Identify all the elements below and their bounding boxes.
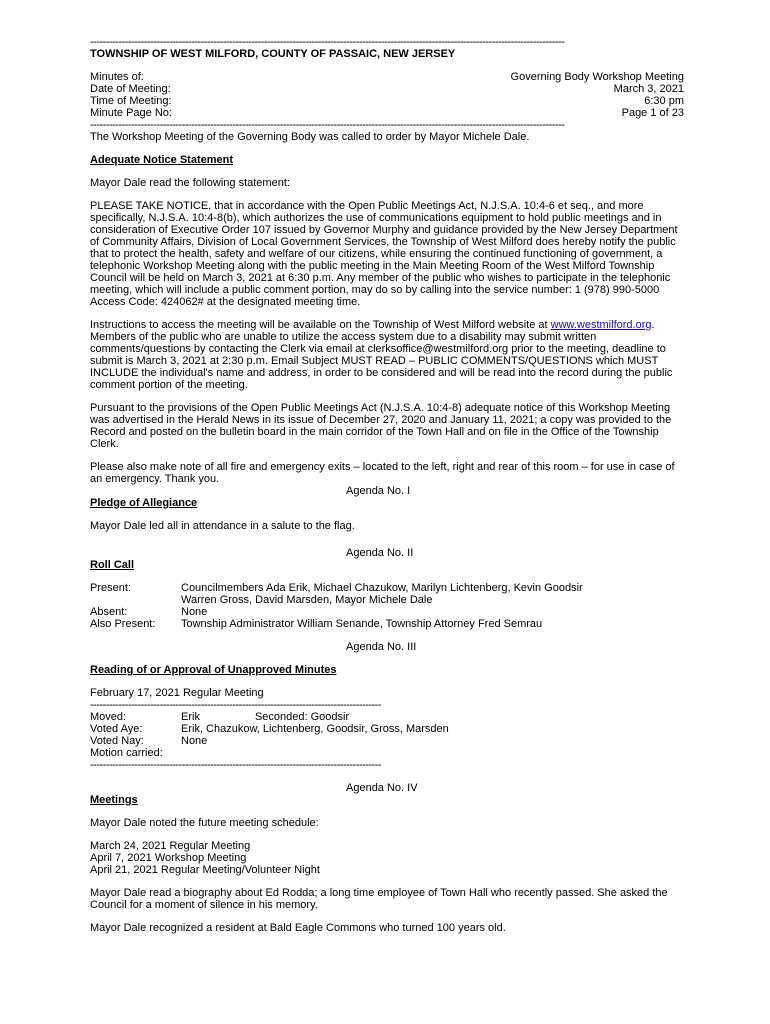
roll-present-cont: Warren Gross, David Marsden, Mayor Michele Dale xyxy=(181,594,433,606)
agenda-label-3: Agenda No. III xyxy=(346,641,417,653)
meta-label: Minute Page No: xyxy=(90,107,172,119)
agenda-label-1: Agenda No. I xyxy=(346,485,411,497)
meetings-heading: Meetings xyxy=(90,794,138,806)
minutes-page xyxy=(90,36,684,934)
meta-label: Time of Meeting: xyxy=(90,95,172,107)
motion-carried: Motion carried: xyxy=(90,747,163,759)
motion-seconded: Seconded: Goodsir xyxy=(254,711,350,723)
opma-paragraph: Pursuant to the provisions of the Open Public Meetings Act (N.J.S.A. 10:4-8) adequate notice of this Workshop Meeting was advertised in the Herald News in its issue of December 27, 2020 and January 11, 2021; a copy was provided to the Record and posted on the bulletin board in the main corridor of the Town Hall and on file in the Office of the Township Clerk. xyxy=(90,402,672,450)
resident-paragraph: Mayor Dale recognized a resident at Bald Eagle Commons who turned 100 years old. xyxy=(90,922,506,934)
motion-aye: Voted Aye: Erik, Chazukow, Lichtenberg, Goodsir, Gross, Marsden xyxy=(90,723,449,735)
meta-value: Page 1 of 23 xyxy=(621,107,684,119)
agenda-label-2: Agenda No. II xyxy=(346,547,414,559)
roll-also-present: Also Present: Township Administrator William Senande, Township Attorney Fred Semrau xyxy=(90,618,543,630)
schedule-item: April 21, 2021 Regular Meeting/Volunteer Night xyxy=(90,864,320,876)
roll-call-heading: Roll Call xyxy=(90,559,135,571)
biography-paragraph: Mayor Dale read a biography about Ed Rodda; a long time employee of Town Hall who recently passed. She asked the Council for a moment of silence in his memory. xyxy=(90,887,668,911)
minutes-heading: Reading of or Approval of Unapproved Minutes xyxy=(90,664,337,676)
pledge-text: Mayor Dale led all in attendance in a salute to the flag. xyxy=(90,520,355,532)
document-title: TOWNSHIP OF WEST MILFORD, COUNTY OF PASSAIC, NEW JERSEY xyxy=(90,48,456,60)
meta-time xyxy=(90,95,684,107)
meta-value: March 3, 2021 xyxy=(613,83,684,95)
meta-date xyxy=(90,83,684,95)
roll-absent: Absent: None xyxy=(90,606,208,618)
pledge-heading: Pledge of Allegiance xyxy=(90,497,198,509)
notice-intro: Mayor Dale read the following statement: xyxy=(90,177,290,189)
meta-value: Governing Body Workshop Meeting xyxy=(510,71,684,83)
meetings-intro: Mayor Dale noted the future meeting schedule: xyxy=(90,817,319,829)
separator-top: ------------------------------------------------------------------------------------------------------------------------------------------------------ xyxy=(90,36,565,48)
meta-minutes-of xyxy=(90,71,684,83)
schedule-item: March 24, 2021 Regular Meeting xyxy=(90,840,251,852)
notice-paragraph: PLEASE TAKE NOTICE, that in accordance with the Open Public Meetings Act, N.J.S.A. 10:4-6 et seq., and more specifically, N.J.S.A. 10:4-8(b), which authorizes the use of communications equipment to hold public meetings and in consideration of Executive Order 107 issued by Governor Murphy and guidance provided by the New Jersey Department of Community Affairs, Division of Local Government Services, the Township of West Milford does hereby notify the public that to protect the health, safety and welfare of our citizens, while ensuring the continued functioning of government, a telephonic Workshop Meeting along with the public meeting in the Main Meeting Room of the West Milford Township Council will be held on March 3, 2021 at 6:30 p.m. Any member of the public who wishes to participate in the telephonic meeting, which will include a public comment portion, may do so by calling into the service number: 1 (978) 990-5000 Access Code: 424062# at the designated meeting time. xyxy=(90,200,678,308)
meta-value: 6:30 pm xyxy=(644,95,684,107)
separator-bottom: ------------------------------------------------------------------------------------------------------------------------------------------------------ xyxy=(90,119,565,131)
notice-heading: Adequate Notice Statement xyxy=(90,154,234,166)
meta-label: Minutes of: xyxy=(90,71,144,83)
instructions-paragraph: Instructions to access the meeting will be available on the Township of West Milford website at www.westmilford.org. Members of the public who are unable to utilize the access system due to a disability may submit written comments/questions by contacting the Clerk via email at clerksoffice@westmilford.org prior to the meeting, deadline to submit is March 3, 2021 at 2:30 p.m. Email Subject MUST READ – PUBLIC COMMENTS/QUESTIONS which MUST INCLUDE the individual's name and address, in order to be considered and will be read into the record during the public comment portion of the meeting. xyxy=(90,319,673,391)
meta-page xyxy=(90,107,684,119)
meta-label: Date of Meeting: xyxy=(90,83,171,95)
motion-moved: Moved: Erik Seconded: Goodsir xyxy=(90,711,350,723)
roll-present: Present: Councilmembers Ada Erik, Michael Chazukow, Marilyn Lichtenberg, Kevin Goodsir xyxy=(90,582,583,594)
motion-nay: Voted Nay: None xyxy=(90,735,208,747)
emergency-paragraph: Please also make note of all fire and emergency exits – located to the left, right and rear of this room – for use in case of an emergency. Thank you. xyxy=(90,461,675,485)
minutes-meeting: February 17, 2021 Regular Meeting xyxy=(90,687,264,699)
website-link[interactable]: www.westmilford.org xyxy=(550,319,652,331)
motion-separator-bottom: -------------------------------------------------------------------------------------------- xyxy=(90,759,382,771)
opening-statement: The Workshop Meeting of the Governing Body was called to order by Mayor Michele Dale. xyxy=(90,131,530,143)
schedule-item: April 7, 2021 Workshop Meeting xyxy=(90,852,247,864)
motion-separator-top: -------------------------------------------------------------------------------------------- xyxy=(90,699,382,711)
agenda-label-4: Agenda No. IV xyxy=(346,782,418,794)
